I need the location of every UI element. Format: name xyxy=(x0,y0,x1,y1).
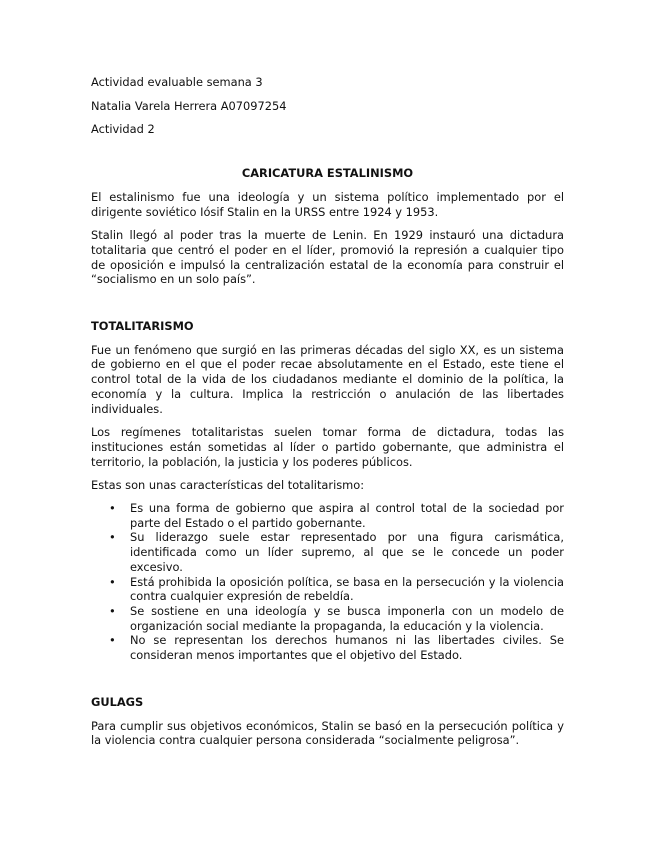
document-body xyxy=(91,75,564,748)
document-title: CARICATURA ESTALINISMO xyxy=(241,166,414,181)
header-line-student: Natalia Varela Herrera A07097254 xyxy=(91,98,287,113)
header-line-activity: Actividad evaluable semana 3 xyxy=(91,75,263,89)
header-line-activity-number: Actividad 2 xyxy=(91,122,155,137)
list-item: • Su liderazgo suele estar representado por una figura carismática, identificada como un líder supremo, al que se le concede un poder excesivo. xyxy=(109,530,564,574)
totalitarismo-paragraph-1: Fue un fenómeno que surgió en las primeras décadas del siglo XX, es un sistema de gobierno en el que el poder recae absolutamente en el Estado, este tiene el control total de la vida de los ciudadanos mediante el dominio de la política, la economía y la cultura. Implica la restricción o anulación de las libertades individuales. xyxy=(91,342,564,416)
bullet-icon: • xyxy=(109,574,116,589)
list-item: • Es una forma de gobierno que aspira al control total de la sociedad por parte del Estado o el partido gobernante. xyxy=(109,501,564,530)
list-item: • Se sostiene en una ideología y se busca imponerla con un modelo de organización social mediante la propaganda, la educación y la violencia. xyxy=(109,603,564,633)
section-heading-gulags: GULAGS xyxy=(91,694,144,709)
totalitarismo-paragraph-2: Los regímenes totalitaristas suelen tomar forma de dictadura, todas las instituciones están sometidas al líder o partido gobernante, que administra el territorio, la población, la justicia y los poderes públicos. xyxy=(91,425,564,469)
section-heading-totalitarismo: TOTALITARISMO xyxy=(91,319,194,334)
gulags-paragraph-1: Para cumplir sus objetivos económicos, Stalin se basó en la persecución política y la violencia contra cualquier persona considerada “socialmente peligrosa”. xyxy=(91,718,564,748)
bullet-icon: • xyxy=(109,530,116,545)
intro-paragraph-1: El estalinismo fue una ideología y un sistema político implementado por el dirigente soviético Iósif Stalin en la URSS entre 1924 y 1953. xyxy=(91,189,564,219)
list-item: • Está prohibida la oposición política, se basa en la persecución y la violencia contra cualquier expresión de rebeldía. xyxy=(109,574,564,604)
characteristics-list xyxy=(91,501,564,663)
list-item: • No se representan los derechos humanos ni las libertades civiles. Se consideran menos importantes que el objetivo del Estado. xyxy=(109,633,564,663)
bullet-icon: • xyxy=(109,501,116,516)
bullet-icon: • xyxy=(109,603,116,618)
totalitarismo-paragraph-3: Estas son unas características del totalitarismo: xyxy=(91,478,365,493)
bullet-icon: • xyxy=(109,633,116,648)
intro-paragraph-2: Stalin llegó al poder tras la muerte de Lenin. En 1929 instauró una dictadura totalitaria que centró el poder en el líder, promovió la represión a cualquier tipo de oposición e impulsó la centralización estatal de la economía para construir el “socialismo en un solo país”. xyxy=(91,228,564,287)
